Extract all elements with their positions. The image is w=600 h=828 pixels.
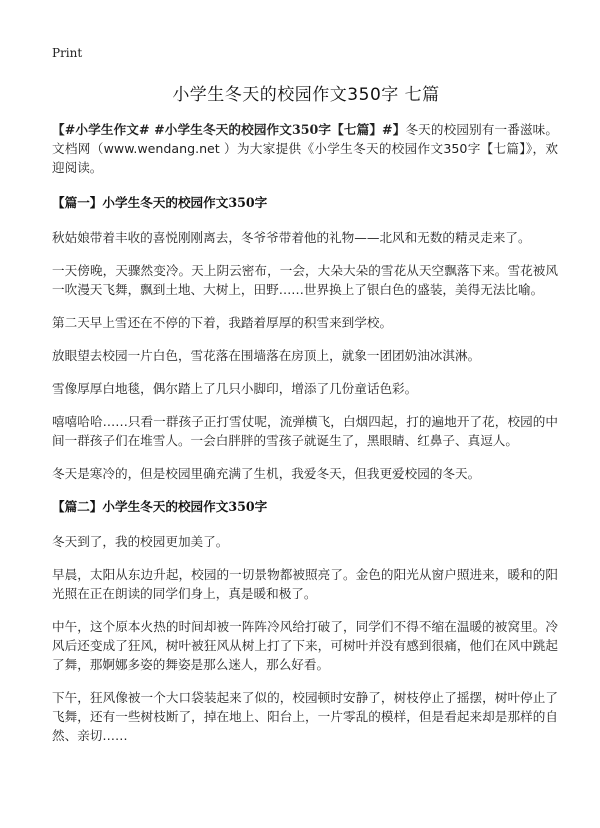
intro-text: 冬天的校园别有一番滋味。文档网（www.wendang.net ）为大家提供《小学生冬天的校园作文350字【七篇】》，欢迎阅读。 [52,122,559,175]
section-heading-2: 【篇二】小学生冬天的校园作文350字 [52,499,268,514]
intro-paragraph [52,120,558,177]
page-title: 小学生冬天的校园作文350字 七篇 [172,85,440,105]
section-1-paragraph-1: 秋姑娘带着丰收的喜悦刚刚离去，冬爷爷带着他的礼物——北风和无数的精灵走来了。 [52,230,531,245]
section-2-paragraph-4: 下午，狂风像被一个大口袋装起来了似的，校园顿时安静了，树枝停止了摇摆，树叶停止了飞舞，还有一些树枝断了，掉在地上、阳台上，一片零乱的模样，但是看起来却是那样的自然、亲切…… [52,690,558,743]
print-link[interactable]: Print [52,46,83,60]
section-2-paragraph-2: 早晨，太阳从东边升起，校园的一切景物都被照亮了。金色的阳光从窗户照进来，暖和的阳光照在正在朗读的同学们身上，真是暖和极了。 [52,567,558,601]
section-1-paragraph-3: 第二天早上雪还在不停的下着，我踏着厚厚的积雪来到学校。 [52,315,393,330]
section-heading-1: 【篇一】小学生冬天的校园作文350字 [52,195,268,210]
intro-tags: 【#小学生作文# #小学生冬天的校园作文350字【七篇】#】 [52,122,406,137]
section-1-paragraph-5: 雪像厚厚白地毯，偶尔踏上了几只小脚印，增添了几份童话色彩。 [52,381,418,396]
section-1-paragraph-4: 放眼望去校园一片白色，雪花落在围墙落在房顶上，就象一团团奶油冰淇淋。 [52,348,481,363]
article-body [52,120,558,759]
section-2-paragraph-1: 冬天到了，我的校园更加美了。 [52,534,229,549]
section-1-paragraph-7: 冬天是寒冷的，但是校园里确充满了生机，我爱冬天，但我更爱校园的冬天。 [52,466,481,481]
section-1-paragraph-6: 嘻嘻哈哈……只看一群孩子正打雪仗呢，流弹横飞，白烟四起，打的遍地开了花，校园的中间一群孩子们在堆雪人。一会白胖胖的雪孩子就诞生了，黑眼睛、红鼻子、真逗人。 [52,414,558,448]
section-2-paragraph-3: 中午，这个原本火热的时间却被一阵阵冷风给打破了，同学们不得不缩在温暖的被窝里。冷风后还变成了狂风，树叶被狂风从树上打了下来，可树叶并没有感到很痛，他们在风中跳起了舞，那婀娜多姿的舞姿是那么迷人，那么好看。 [52,619,558,672]
section-1-paragraph-2: 一天傍晚，天骤然变冷。天上阴云密布，一会，大朵大朵的雪花从天空飘落下来。雪花被风一吹漫天飞舞，飘到土地、大树上，田野……世界换上了银白色的盛装，美得无法比喻。 [52,263,558,297]
